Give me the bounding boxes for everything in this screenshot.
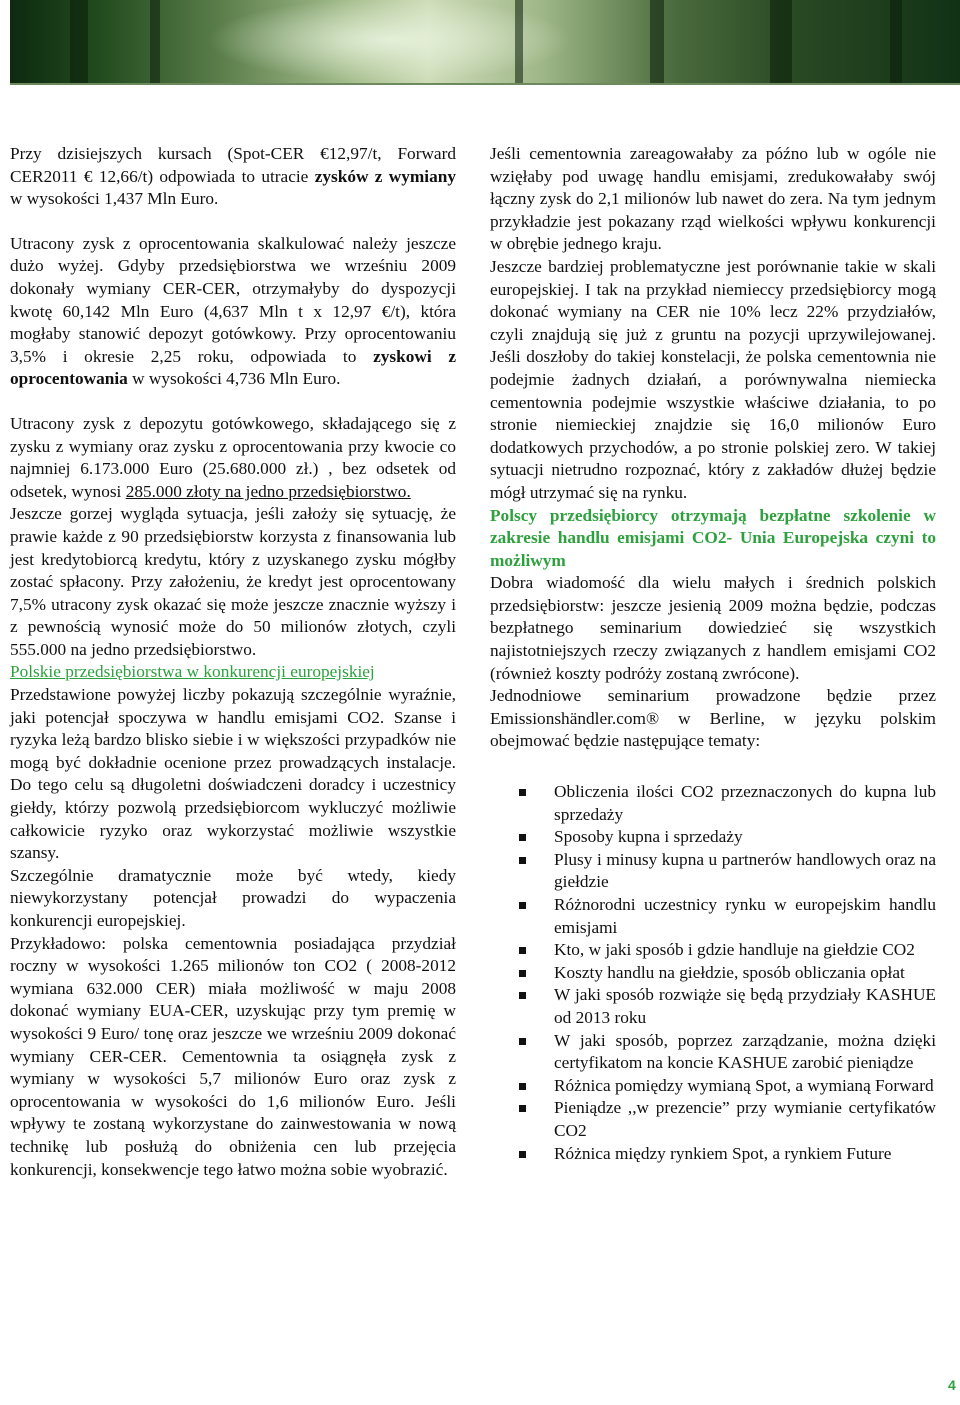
right-column: [490, 143, 936, 1165]
paragraph: Dobra wiadomość dla wielu małych i średnich polskich przedsiębiorstw: jeszcze jesienią 2009 można będzie, podczas bezpłatnego seminarium dowiedzieć się wszystkich najistotniejszych rzeczy związanych z handlem emisjami CO2 (również koszty podróży zostaną zwrócone).: [490, 573, 936, 683]
list-item: Obliczenia ilości CO2 przeznaczonych do kupna lub sprzedaży: [490, 781, 936, 826]
bullet-icon: [519, 857, 526, 864]
left-column: [10, 143, 456, 1181]
bullet-icon: [519, 1151, 526, 1158]
list-item: Koszty handlu na giełdzie, sposób obliczania opłat: [490, 962, 936, 985]
bullet-icon: [519, 834, 526, 841]
bullet-icon: [519, 947, 526, 954]
paragraph: Utracony zysk z depozytu gotówkowego, składającego się z zysku z wymiany oraz zysku z oprocentowania przy kwocie co najmniej 6.173.000 Euro (25.680.000 zł.) , bez odsetek od odsetek, wynosi 285.000 złoty na jedno przedsiębiorstwo.: [10, 413, 456, 501]
list-item: Różnica między rynkiem Spot, a rynkiem Future: [490, 1143, 936, 1166]
paragraph: Jeszcze bardziej problematyczne jest porównanie takie w skali europejskiej. I tak na przykład niemieccy przedsiębiorcy mogą dokonać wymiany na CER nie 10% lecz 22% przydziałów, czyli znajdują się już z gruntu na pozycji uprzywilejowanej. Jeśli doszłoby do takiej konstelacji, że polska cementownia nie podejmie żadnych działań, a porównywalna niemiecka cementownia podejmie wszystkie właściwe działania, to po stronie niemieckiej znajdzie się 16,0 milionów Euro dodatkowych przychodów, a po stronie polskiej zero. W takiej sytuacji nietrudno rozpoznać, który z zakładów dłużej będzie mógł utrzymać się na rynku.: [490, 256, 936, 502]
bullet-icon: [519, 1083, 526, 1090]
paragraph: Jeszcze gorzej wygląda sytuacja, jeśli założy się sytuację, że prawie każde z 90 przedsiębiorstw korzysta z finansowania lub jest kredytobiorcą kredytu, który z uzyskanego zysku mógłby zostać spłacony. Przy założeniu, że kredyt jest oprocentowany 7,5% utracony zysk okazać się może jeszcze znacznie wyższy i z pewnością wynosić może do 50 milionów złotych, czyli 555.000 na jedno przedsiębiorstwo.: [10, 504, 456, 659]
list-item: Różnica pomiędzy wymianą Spot, a wymianą Forward: [490, 1075, 936, 1098]
paragraph: Przykładowo: polska cementownia posiadająca przydział roczny w wysokości 1.265 milionów ton CO2 ( 2008-2012 wymiana 632.000 CER) miała możliwość w maju 2008 dokonać wymiany EUA-CER, uzyskując przy tym premię w wysokości 9 Euro/ tonę oraz jeszcze we wrześniu 2009 dokonać wymiany CER-CER. Cementownia ta osiągnęła zysk z wymiany w wysokości 5,7 milionów Euro oraz zysk z oprocentowania w wysokości do 1,6 milionów Euro. Jeśli wpływy te zostaną wykorzystane do zainwestowania w nową technikę lub posłużą do obniżenia cen lub przejęcia konkurencji, konsekwencje tego łatwo można sobie wyobrazić.: [10, 933, 456, 1179]
list-item: Różnorodni uczestnicy rynku w europejskim handlu emisjami: [490, 894, 936, 939]
bullet-icon: [519, 789, 526, 796]
paragraph: Jednodniowe seminarium prowadzone będzie przez Emissionshändler.com® w Berline, w języku polskim obejmować będzie następujące tematy:: [490, 686, 936, 751]
paragraph: Przy dzisiejszych kursach (Spot-CER €12,97/t, Forward CER2011 € 12,66/t) odpowiada to utracie zysków z wymiany w wysokości 1,437 Mln Euro.: [10, 144, 456, 209]
section-heading: Polscy przedsiębiorcy otrzymają bezpłatne szkolenie w zakresie handlu emisjami CO2- Unia Europejska czyni to możliwym: [490, 505, 936, 570]
paragraph: Jeśli cementownia zareagowałaby za późno lub w ogóle nie wzięłaby pod uwagę handlu emisjami, zredukowałaby swój łączny zysk do 2,1 milionów lub nawet do zera. Na tym jednym przykładzie jest pokazany rząd wielkości wpływu konkurencji w obrębie jednego kraju.: [490, 144, 936, 254]
paragraph: Szczególnie dramatycznie może być wtedy, kiedy niewykorzystany potencjał prowadzi do wypaczenia konkurencji europejskiej.: [10, 865, 456, 930]
list-item: Plusy i minusy kupna u partnerów handlowych oraz na giełdzie: [490, 849, 936, 894]
page-number: 4: [948, 1377, 956, 1393]
list-item: Sposoby kupna i sprzedaży: [490, 826, 936, 849]
bullet-icon: [519, 992, 526, 999]
list-item: Kto, w jaki sposób i gdzie handluje na giełdzie CO2: [490, 939, 936, 962]
seminar-topics-list: [490, 781, 936, 1165]
section-heading: Polskie przedsiębiorstwa w konkurencji europejskiej: [10, 662, 375, 682]
bullet-icon: [519, 1105, 526, 1112]
bullet-icon: [519, 1038, 526, 1045]
list-item: W jaki sposób rozwiąże się będą przydziały KASHUE od 2013 roku: [490, 984, 936, 1029]
list-item: Pieniądze ,,w prezencie” przy wymianie certyfikatów CO2: [490, 1097, 936, 1142]
bullet-icon: [519, 970, 526, 977]
forest-header-image: [10, 0, 960, 83]
list-item: W jaki sposób, poprzez zarządzanie, można dzięki certyfikatom na koncie KASHUE zarobić pieniądze: [490, 1030, 936, 1075]
paragraph: Utracony zysk z oprocentowania skalkulować należy jeszcze dużo wyżej. Gdyby przedsiębiorstwa we wrześniu 2009 dokonały wymiany CER-CER, otrzymałyby do dyspozycji kwotę 60,142 Mln Euro (4,637 Mln t x 12,97 €/t), która mogłaby stanowić depozyt gotówkowy. Przy oprocentowaniu 3,5% i okresie 2,25 roku, odpowiada to zyskowi z oprocentowania w wysokości 4,736 Mln Euro.: [10, 233, 456, 389]
paragraph: Przedstawione powyżej liczby pokazują szczególnie wyraźnie, jaki potencjał spoczywa w handlu emisjami CO2. Szanse i ryzyka leżą bardzo blisko siebie i w większości przypadków nie mogą być dokładnie ocenione przez prowadzących instalacje. Do tego celu są długoletni doświadczeni doradcy i uczestnicy giełdy, którzy pozwolą przedsiębiorcom wykluczyć możliwie całkowicie ryzyko oraz wykorzystać możliwie wszystkie szansy.: [10, 685, 456, 863]
header-divider: [10, 83, 960, 85]
bullet-icon: [519, 902, 526, 909]
